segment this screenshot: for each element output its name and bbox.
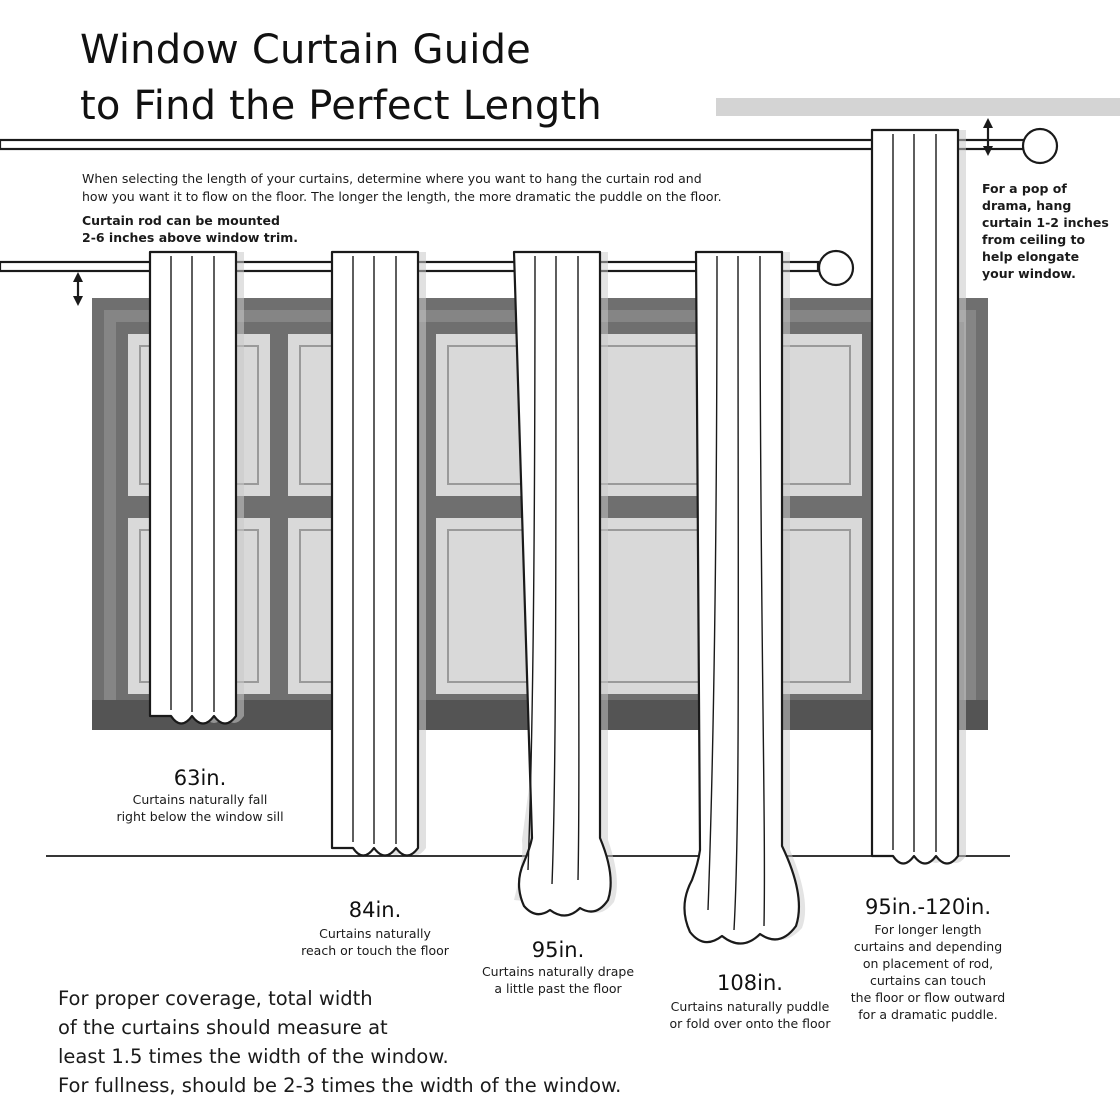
intro-line1: When selecting the length of your curtains, determine where you want to hang the curtain rod and [82, 171, 702, 186]
length-caption-95-120in-line5: the floor or flow outward [850, 990, 1006, 1005]
length-label-95in: 95in. [531, 938, 585, 962]
length-label-63in: 63in. [173, 766, 227, 790]
ceiling-note-line2: drama, hang [982, 198, 1072, 213]
footer-line4: For fullness, should be 2-3 times the width of the window. [58, 1074, 622, 1097]
length-caption-95-120in-line6: for a dramatic puddle. [858, 1007, 998, 1022]
page-title-line2: to Find the Perfect Length [80, 83, 602, 129]
length-caption-95-120in-line2: curtains and depending [853, 939, 1003, 954]
ceiling-gap-arrow [983, 118, 993, 156]
length-caption-95-120in-line1: For longer length [874, 922, 982, 937]
page-title-line1: Window Curtain Guide [80, 27, 531, 73]
length-label-84in: 84in. [348, 898, 402, 922]
ceiling-note-line6: your window. [982, 266, 1076, 281]
footer-line3: least 1.5 times the width of the window. [58, 1045, 449, 1068]
length-caption-84in-line1: Curtains naturally [319, 926, 431, 941]
length-caption-63in-line2: right below the window sill [116, 809, 284, 824]
length-caption-108in-line1: Curtains naturally puddle [670, 999, 830, 1014]
footer-line2: of the curtains should measure at [58, 1016, 388, 1039]
ceiling-note-line5: help elongate [982, 249, 1080, 264]
curtain-95in [514, 252, 617, 916]
length-caption-95-120in-line4: curtains can touch [869, 973, 987, 988]
length-label-95-120in: 95in.-120in. [864, 895, 992, 919]
ceiling-note-line1: For a pop of [982, 181, 1067, 196]
curtain-63in [150, 252, 244, 724]
ceiling-note-line3: curtain 1-2 inches [982, 215, 1109, 230]
curtain-108in [684, 252, 805, 944]
rod-gap-arrow [73, 272, 83, 306]
ceiling-note-line4: from ceiling to [982, 232, 1086, 247]
rod-note-line2: 2-6 inches above window trim. [82, 230, 299, 245]
top-gray-banner [716, 98, 1120, 116]
length-caption-95in-line2: a little past the floor [494, 981, 622, 996]
intro-line2: how you want it to flow on the floor. The longer the length, the more dramatic the puddle on the floor. [82, 189, 722, 204]
length-caption-84in-line2: reach or touch the floor [301, 943, 449, 958]
curtain-95-120in [872, 130, 966, 864]
rod-note-line1: Curtain rod can be mounted [82, 213, 280, 228]
length-caption-95in-line1: Curtains naturally drape [481, 964, 635, 979]
length-caption-63in-line1: Curtains naturally fall [132, 792, 268, 807]
footer-line1: For proper coverage, total width [58, 987, 373, 1010]
length-caption-95-120in-line3: on placement of rod, [862, 956, 994, 971]
curtain-84in [332, 252, 426, 856]
length-caption-108in-line2: or fold over onto the floor [669, 1016, 831, 1031]
length-label-108in: 108in. [717, 971, 783, 995]
